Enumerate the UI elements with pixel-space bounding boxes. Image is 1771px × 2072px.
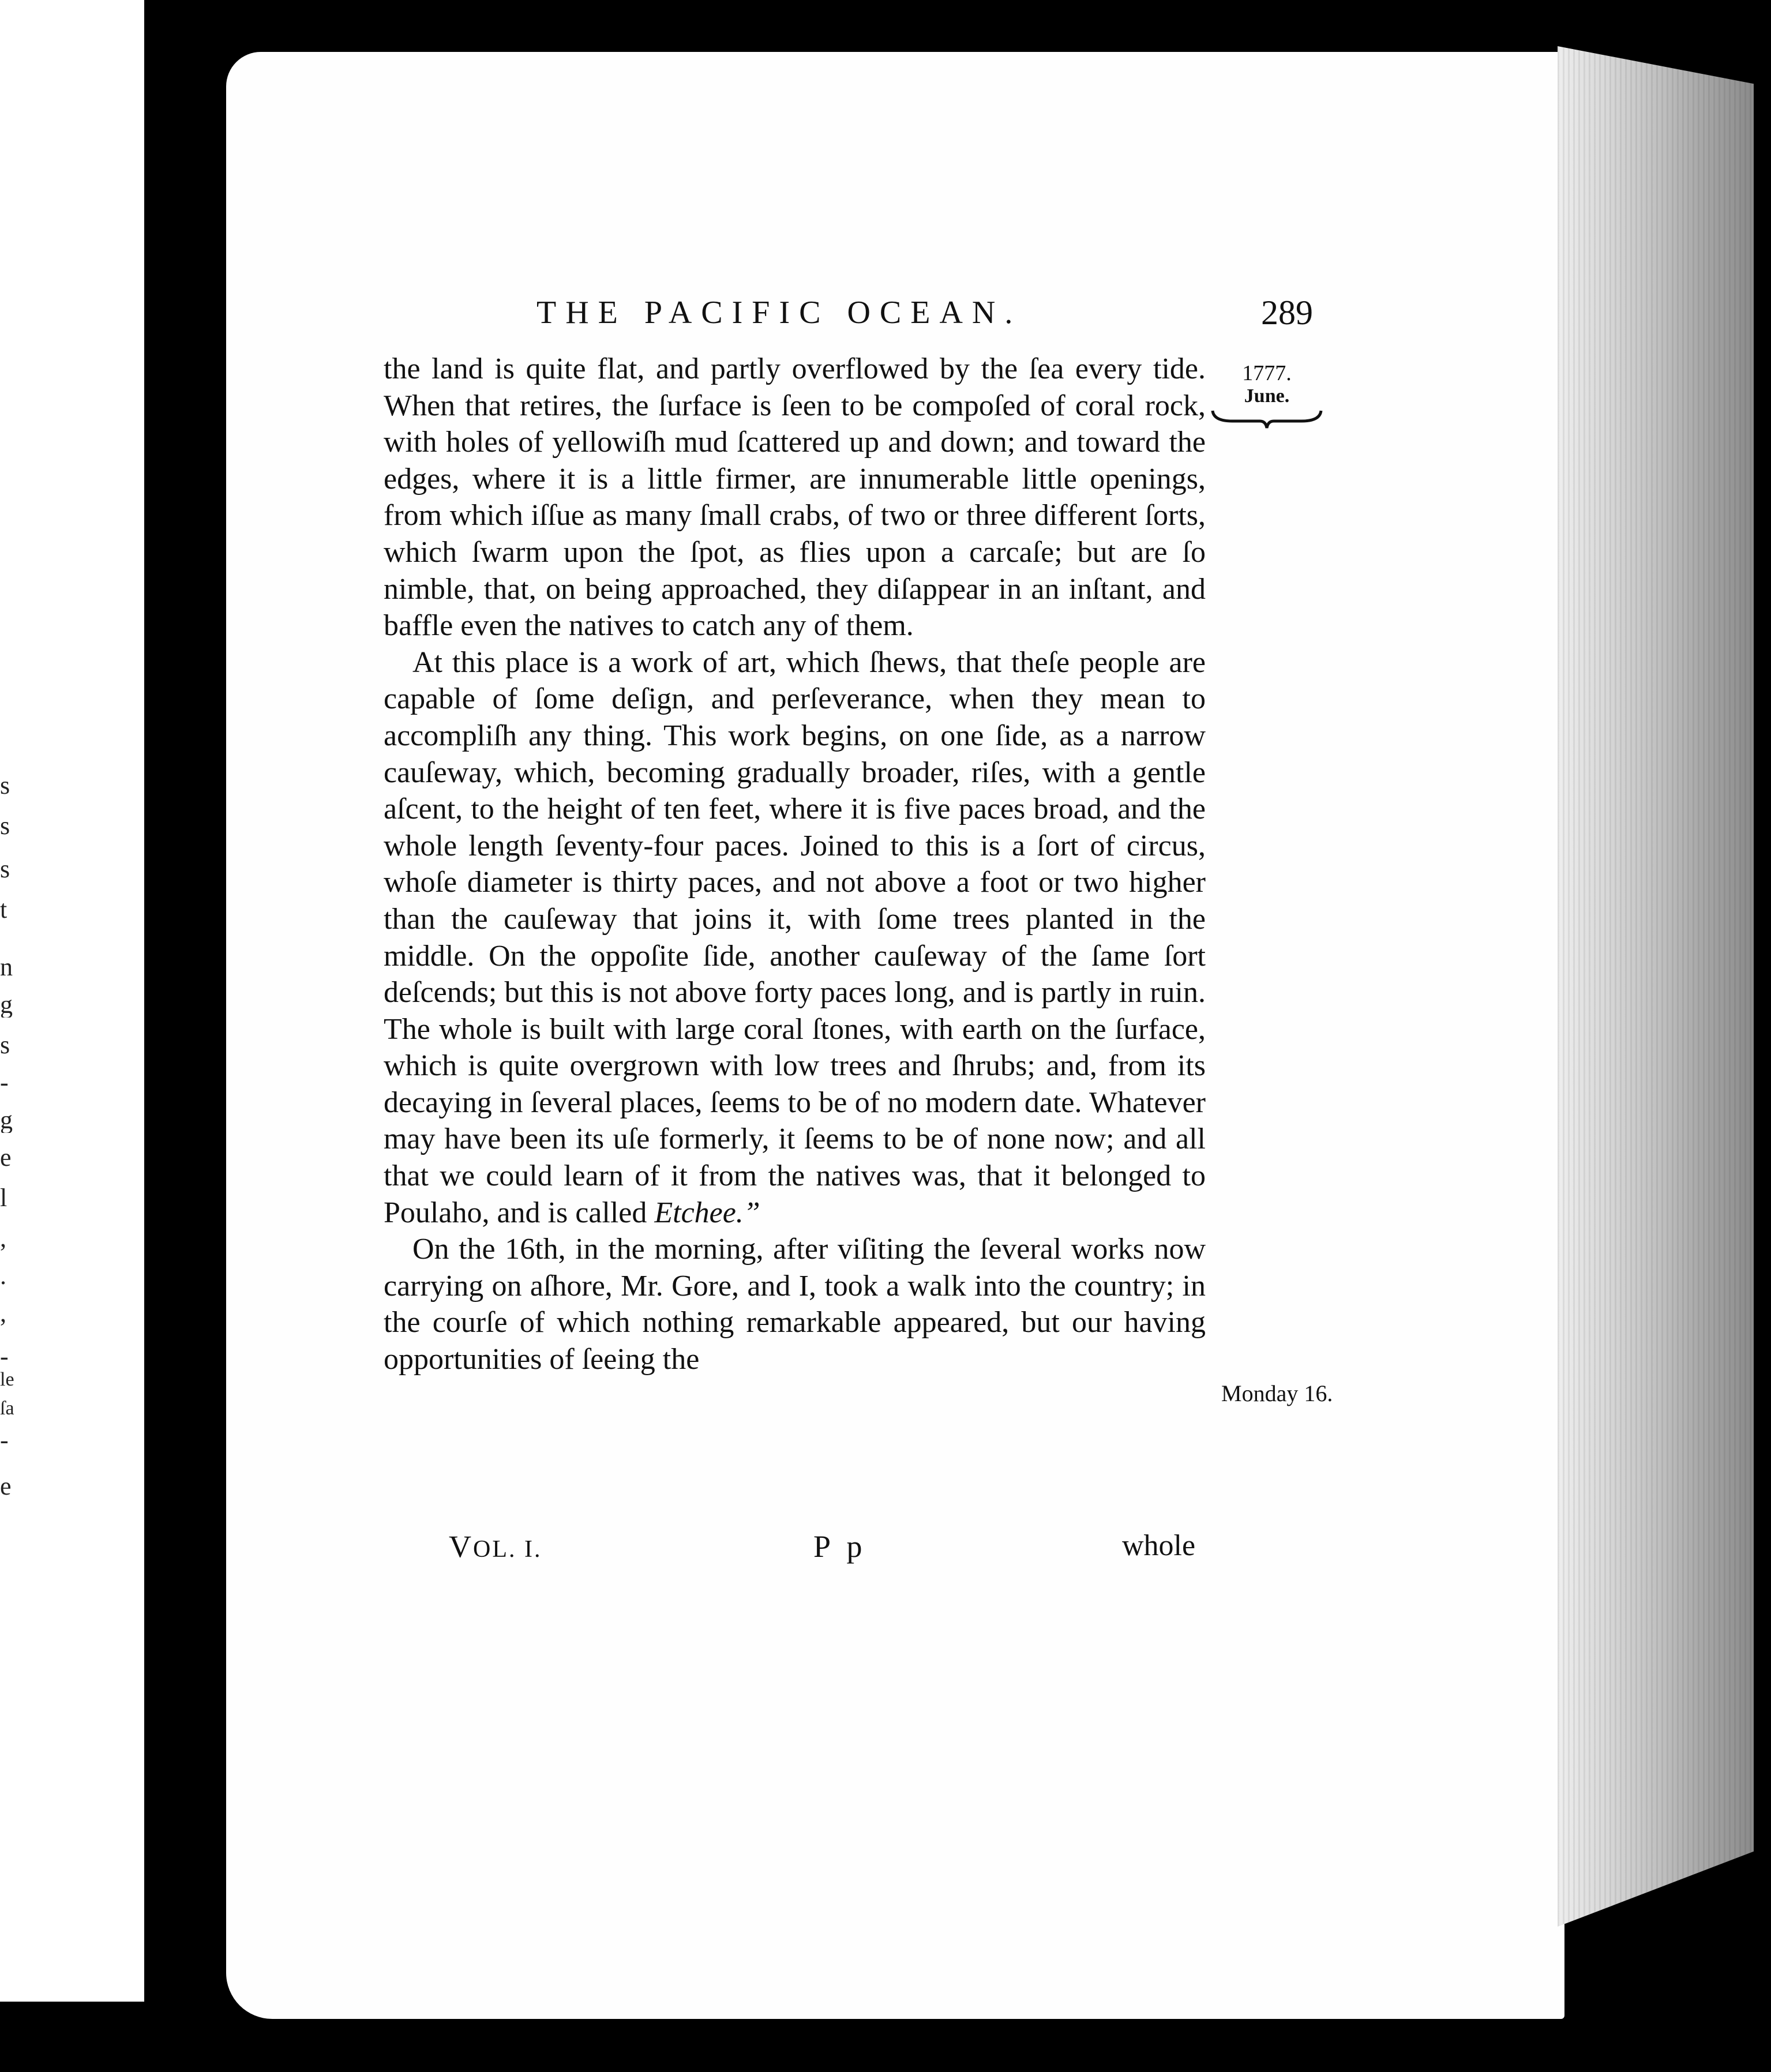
- catchword: whole: [1122, 1529, 1196, 1562]
- term-etchee: Etchee.”: [654, 1196, 760, 1229]
- margin-month: June.: [1244, 385, 1290, 407]
- page-number: 289: [1261, 294, 1313, 332]
- running-head: THE PACIFIC OCEAN.: [536, 295, 1022, 331]
- volume-rest: OL. I.: [473, 1536, 542, 1563]
- volume-initial: V: [449, 1529, 473, 1564]
- facing-page-edge: [0, 0, 144, 2002]
- volume-signature: [449, 1529, 542, 1564]
- margin-date-note: Monday 16.: [1221, 1380, 1333, 1406]
- body-text: [384, 351, 1206, 1378]
- facing-page-fragment: s: [0, 1033, 10, 1058]
- facing-page-fragment: s: [0, 773, 10, 798]
- facing-page-fragment: e: [0, 1145, 12, 1170]
- facing-page-fragment: t: [0, 897, 7, 922]
- facing-page-fragment: -: [0, 1344, 9, 1369]
- facing-page-fragment: .: [0, 1263, 6, 1289]
- paragraph-sixteenth: On the 16th, in the morning, after viſiting the ſeveral works now carrying on aſhore, Mr. Gore, and I, took a walk into the country; in the courſe of which nothing remarkable appeared, but our having opportunities of ſeeing the: [384, 1233, 1206, 1376]
- paragraph-continuation: the land is quite flat, and partly overflowed by the ſea every tide. When that retires, the ſurface is ſeen to be compoſed of coral rock, with holes of yellowiſh mud ſcattered up and down; and toward the edges, where it is a little firmer, are innumerable little openings, from which iſſue as many ſmall crabs, of two or three different ſorts, which ſwarm upon the ſpot, as flies upon a carcaſe; but are ſo nimble, that, on being approached, they diſappear in an inſtant, and baffle even the natives to catch any of them.: [384, 352, 1206, 643]
- facing-page-fragment: ,: [0, 1226, 6, 1251]
- brace-icon: [1209, 407, 1325, 430]
- facing-page-fragment: e: [0, 1474, 12, 1499]
- margin-year: 1777.: [1242, 361, 1292, 385]
- facing-page-fragment: ſa: [0, 1399, 14, 1418]
- facing-page-fragment: l: [0, 1185, 7, 1211]
- facing-page-fragment: g: [0, 1108, 13, 1133]
- facing-page-fragment: s: [0, 857, 10, 882]
- paragraph-work-of-art-text: At this place is a work of art, which ſhews, that theſe people are capable of ſome deſign, and perſeverance, when they mean to accompliſh any thing. This work begins, on one ſide, as a narrow cauſeway, which, becoming gradually broader, riſes, with a gentle aſcent, to the height of ten feet, where it is five paces broad, and the whole length ſeventy-four paces. Joined to this is a ſort of circus, whoſe diameter is thirty paces, and not above a foot or two higher than the cauſeway that joins it, with ſome trees planted in the middle. On the oppoſite ſide, another cauſeway of the ſame ſort deſcends; but this is not above forty paces long, and is partly in ruin. The whole is built with large coral ſtones, with earth on the ſurface, which is quite overgrown with low trees and ſhrubs; and, from its decaying in ſeveral places, ſeems to be of no modern date. Whatever may have been its uſe formerly, it ſeems to be of none now; and all that we could learn of it from the natives was, that it belonged to Poulaho, and is called: [384, 645, 1206, 1229]
- facing-page-fragment: s: [0, 813, 10, 839]
- facing-page-fragment: n: [0, 955, 13, 980]
- paragraph-work-of-art: [384, 644, 1206, 1232]
- facing-page-fragment: le: [0, 1370, 14, 1390]
- printer-signature-mark: P p: [813, 1529, 867, 1564]
- page-block-edge: [1558, 46, 1754, 1927]
- facing-page-fragment: -: [0, 1428, 9, 1453]
- facing-page-fragment: -: [0, 1070, 9, 1095]
- facing-page-fragment: ,: [0, 1301, 6, 1326]
- facing-page-fragment: g: [0, 992, 13, 1018]
